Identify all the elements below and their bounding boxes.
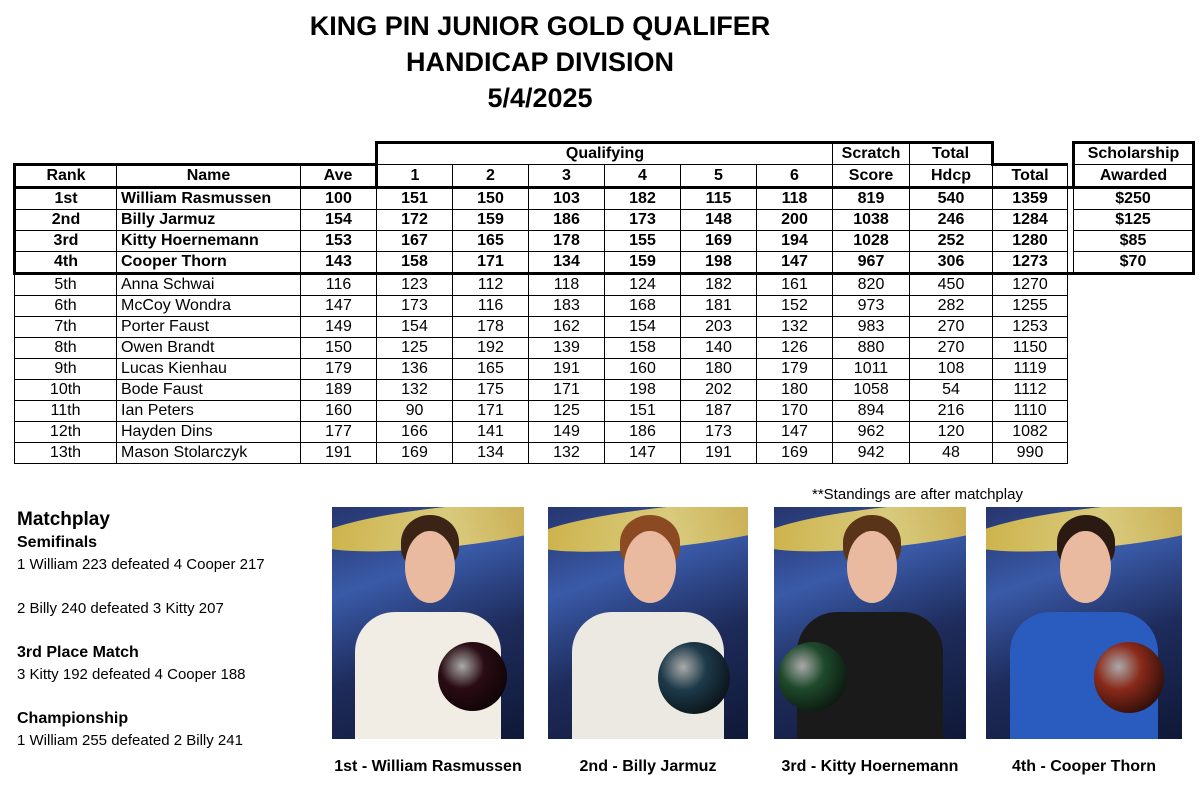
game-score-cell: 171 bbox=[453, 252, 529, 274]
game-score-cell: 165 bbox=[453, 231, 529, 252]
name-cell: Anna Schwai bbox=[117, 274, 301, 296]
total-cell: 1253 bbox=[993, 317, 1068, 338]
game-score-cell: 124 bbox=[605, 274, 681, 296]
table-row bbox=[15, 296, 1194, 317]
game-score-cell: 160 bbox=[605, 359, 681, 380]
game-score-cell: 147 bbox=[757, 252, 833, 274]
game-score-cell: 158 bbox=[377, 252, 453, 274]
game-score-cell: 183 bbox=[529, 296, 605, 317]
hdcp-cell: 54 bbox=[910, 380, 993, 401]
game-header: 1 bbox=[377, 165, 453, 188]
game-score-cell: 126 bbox=[757, 338, 833, 359]
game-score-cell: 181 bbox=[681, 296, 757, 317]
scratch-score-cell: 967 bbox=[833, 252, 910, 274]
game-score-cell: 147 bbox=[757, 422, 833, 443]
scholarship-cell: $125 bbox=[1074, 210, 1194, 231]
ave-cell: 154 bbox=[301, 210, 377, 231]
total-cell: 1255 bbox=[993, 296, 1068, 317]
ave-cell: 149 bbox=[301, 317, 377, 338]
total-cell: 1280 bbox=[993, 231, 1068, 252]
game-score-cell: 186 bbox=[529, 210, 605, 231]
game-score-cell: 187 bbox=[681, 401, 757, 422]
total-cell: 1273 bbox=[993, 252, 1068, 274]
name-cell: Hayden Dins bbox=[117, 422, 301, 443]
scratch-score-cell: 962 bbox=[833, 422, 910, 443]
scratch-score-cell: 1011 bbox=[833, 359, 910, 380]
ave-cell: 147 bbox=[301, 296, 377, 317]
game-score-cell: 154 bbox=[377, 317, 453, 338]
game-score-cell: 170 bbox=[757, 401, 833, 422]
hdcp-cell: 48 bbox=[910, 443, 993, 464]
rank-cell: 6th bbox=[15, 296, 117, 317]
game-score-cell: 182 bbox=[605, 188, 681, 210]
standings-table bbox=[13, 141, 1195, 464]
page-title: KING PIN JUNIOR GOLD QUALIFER bbox=[309, 11, 771, 41]
name-cell: Mason Stolarczyk bbox=[117, 443, 301, 464]
game-score-cell: 136 bbox=[377, 359, 453, 380]
name-cell: McCoy Wondra bbox=[117, 296, 301, 317]
rank-cell: 4th bbox=[15, 252, 117, 274]
ave-cell: 191 bbox=[301, 443, 377, 464]
game-score-cell: 166 bbox=[377, 422, 453, 443]
hdcp-cell: 108 bbox=[910, 359, 993, 380]
third-place-result: 3 Kitty 192 defeated 4 Cooper 188 bbox=[17, 666, 246, 683]
scholarship-header: Awarded bbox=[1074, 165, 1194, 188]
name-cell: Bode Faust bbox=[117, 380, 301, 401]
rank-cell: 2nd bbox=[15, 210, 117, 231]
photo-caption: 1st - William Rasmussen bbox=[334, 758, 522, 775]
name-cell: Billy Jarmuz bbox=[117, 210, 301, 231]
game-header: 5 bbox=[681, 165, 757, 188]
game-score-cell: 90 bbox=[377, 401, 453, 422]
game-score-cell: 175 bbox=[453, 380, 529, 401]
total-cell: 1359 bbox=[993, 188, 1068, 210]
game-score-cell: 192 bbox=[453, 338, 529, 359]
scratch-score-cell: 819 bbox=[833, 188, 910, 210]
game-score-cell: 134 bbox=[453, 443, 529, 464]
ave-cell: 143 bbox=[301, 252, 377, 274]
game-score-cell: 171 bbox=[529, 380, 605, 401]
name-cell: Lucas Kienhau bbox=[117, 359, 301, 380]
total-cell: 1112 bbox=[993, 380, 1068, 401]
game-score-cell: 202 bbox=[681, 380, 757, 401]
game-score-cell: 172 bbox=[377, 210, 453, 231]
game-score-cell: 151 bbox=[605, 401, 681, 422]
game-score-cell: 178 bbox=[529, 231, 605, 252]
game-score-cell: 179 bbox=[757, 359, 833, 380]
game-header: 6 bbox=[757, 165, 833, 188]
game-score-cell: 167 bbox=[377, 231, 453, 252]
game-score-cell: 125 bbox=[529, 401, 605, 422]
scratch-score-cell: 973 bbox=[833, 296, 910, 317]
ave-cell: 177 bbox=[301, 422, 377, 443]
game-score-cell: 198 bbox=[681, 252, 757, 274]
photo-caption: 4th - Cooper Thorn bbox=[1012, 758, 1156, 775]
game-score-cell: 203 bbox=[681, 317, 757, 338]
rank-cell: 13th bbox=[15, 443, 117, 464]
table-row bbox=[15, 231, 1194, 252]
ave-cell: 153 bbox=[301, 231, 377, 252]
hdcp-header-top: Total bbox=[910, 143, 993, 165]
hdcp-cell: 246 bbox=[910, 210, 993, 231]
semifinals-label: Semifinals bbox=[17, 534, 98, 551]
game-score-cell: 194 bbox=[757, 231, 833, 252]
game-score-cell: 165 bbox=[453, 359, 529, 380]
player-photo bbox=[986, 507, 1182, 739]
matchplay-title: Matchplay bbox=[17, 509, 110, 530]
table-row bbox=[15, 422, 1194, 443]
scratch-score-cell: 1028 bbox=[833, 231, 910, 252]
game-score-cell: 152 bbox=[757, 296, 833, 317]
game-score-cell: 154 bbox=[605, 317, 681, 338]
event-date: 5/4/2025 bbox=[487, 83, 593, 113]
game-score-cell: 173 bbox=[605, 210, 681, 231]
game-score-cell: 103 bbox=[529, 188, 605, 210]
total-cell: 1150 bbox=[993, 338, 1068, 359]
game-score-cell: 140 bbox=[681, 338, 757, 359]
game-score-cell: 118 bbox=[757, 188, 833, 210]
game-score-cell: 123 bbox=[377, 274, 453, 296]
player-photo bbox=[332, 507, 524, 739]
total-header: Total bbox=[993, 165, 1068, 188]
table-row bbox=[15, 401, 1194, 422]
game-score-cell: 155 bbox=[605, 231, 681, 252]
hdcp-cell: 270 bbox=[910, 317, 993, 338]
game-score-cell: 169 bbox=[377, 443, 453, 464]
bowling-ball-icon bbox=[438, 642, 507, 711]
bowling-ball-icon bbox=[1094, 642, 1165, 713]
qualifying-header: Qualifying bbox=[377, 143, 833, 165]
game-header: 4 bbox=[605, 165, 681, 188]
championship-label: Championship bbox=[17, 710, 129, 727]
game-score-cell: 200 bbox=[757, 210, 833, 231]
game-score-cell: 162 bbox=[529, 317, 605, 338]
ave-cell: 179 bbox=[301, 359, 377, 380]
hdcp-header: Hdcp bbox=[910, 165, 993, 188]
game-score-cell: 132 bbox=[377, 380, 453, 401]
bowling-ball-icon bbox=[778, 642, 847, 711]
hdcp-cell: 270 bbox=[910, 338, 993, 359]
scratch-header-top: Scratch bbox=[833, 143, 910, 165]
hdcp-cell: 282 bbox=[910, 296, 993, 317]
game-score-cell: 180 bbox=[757, 380, 833, 401]
scratch-score-cell: 942 bbox=[833, 443, 910, 464]
game-score-cell: 158 bbox=[605, 338, 681, 359]
table-row bbox=[15, 380, 1194, 401]
game-score-cell: 132 bbox=[529, 443, 605, 464]
rank-cell: 7th bbox=[15, 317, 117, 338]
rank-header: Rank bbox=[15, 165, 117, 188]
game-score-cell: 147 bbox=[605, 443, 681, 464]
ave-cell: 189 bbox=[301, 380, 377, 401]
table-row bbox=[15, 274, 1194, 296]
scratch-score-cell: 1058 bbox=[833, 380, 910, 401]
game-header: 3 bbox=[529, 165, 605, 188]
table-row bbox=[15, 252, 1194, 274]
total-cell: 1082 bbox=[993, 422, 1068, 443]
scratch-score-cell: 820 bbox=[833, 274, 910, 296]
semifinal-result: 1 William 223 defeated 4 Cooper 217 bbox=[17, 556, 265, 573]
scratch-score-cell: 880 bbox=[833, 338, 910, 359]
name-cell: Porter Faust bbox=[117, 317, 301, 338]
total-cell: 1119 bbox=[993, 359, 1068, 380]
ave-cell: 150 bbox=[301, 338, 377, 359]
game-score-cell: 159 bbox=[453, 210, 529, 231]
game-score-cell: 173 bbox=[377, 296, 453, 317]
header-row bbox=[15, 165, 1194, 188]
scholarship-cell: $85 bbox=[1074, 231, 1194, 252]
total-cell: 1284 bbox=[993, 210, 1068, 231]
game-score-cell: 139 bbox=[529, 338, 605, 359]
game-score-cell: 168 bbox=[605, 296, 681, 317]
table-row bbox=[15, 317, 1194, 338]
player-photo bbox=[774, 507, 966, 739]
hdcp-cell: 216 bbox=[910, 401, 993, 422]
title-block bbox=[240, 8, 840, 116]
name-cell: Ian Peters bbox=[117, 401, 301, 422]
header-row-top bbox=[15, 143, 1194, 165]
game-score-cell: 125 bbox=[377, 338, 453, 359]
name-cell: Owen Brandt bbox=[117, 338, 301, 359]
scratch-score-cell: 983 bbox=[833, 317, 910, 338]
hdcp-cell: 540 bbox=[910, 188, 993, 210]
player-photo bbox=[548, 507, 748, 739]
game-score-cell: 115 bbox=[681, 188, 757, 210]
scratch-header: Score bbox=[833, 165, 910, 188]
game-header: 2 bbox=[453, 165, 529, 188]
game-score-cell: 116 bbox=[453, 296, 529, 317]
game-score-cell: 198 bbox=[605, 380, 681, 401]
game-score-cell: 182 bbox=[681, 274, 757, 296]
rank-cell: 11th bbox=[15, 401, 117, 422]
game-score-cell: 151 bbox=[377, 188, 453, 210]
ave-cell: 100 bbox=[301, 188, 377, 210]
rank-cell: 12th bbox=[15, 422, 117, 443]
name-cell: Kitty Hoernemann bbox=[117, 231, 301, 252]
scratch-score-cell: 1038 bbox=[833, 210, 910, 231]
rank-cell: 8th bbox=[15, 338, 117, 359]
name-header: Name bbox=[117, 165, 301, 188]
championship-result: 1 William 255 defeated 2 Billy 241 bbox=[17, 732, 243, 749]
name-cell: William Rasmussen bbox=[117, 188, 301, 210]
game-score-cell: 149 bbox=[529, 422, 605, 443]
scratch-score-cell: 894 bbox=[833, 401, 910, 422]
ave-cell: 116 bbox=[301, 274, 377, 296]
table-row bbox=[15, 359, 1194, 380]
game-score-cell: 169 bbox=[757, 443, 833, 464]
photo-caption: 3rd - Kitty Hoernemann bbox=[781, 758, 959, 775]
hdcp-cell: 450 bbox=[910, 274, 993, 296]
game-score-cell: 112 bbox=[453, 274, 529, 296]
game-score-cell: 191 bbox=[529, 359, 605, 380]
table-row bbox=[15, 210, 1194, 231]
hdcp-cell: 120 bbox=[910, 422, 993, 443]
total-cell: 990 bbox=[993, 443, 1068, 464]
division-title: HANDICAP DIVISION bbox=[405, 47, 675, 77]
rank-cell: 3rd bbox=[15, 231, 117, 252]
game-score-cell: 134 bbox=[529, 252, 605, 274]
rank-cell: 10th bbox=[15, 380, 117, 401]
hdcp-cell: 252 bbox=[910, 231, 993, 252]
name-cell: Cooper Thorn bbox=[117, 252, 301, 274]
game-score-cell: 186 bbox=[605, 422, 681, 443]
photo-caption: 2nd - Billy Jarmuz bbox=[579, 758, 717, 775]
game-score-cell: 148 bbox=[681, 210, 757, 231]
ave-cell: 160 bbox=[301, 401, 377, 422]
game-score-cell: 161 bbox=[757, 274, 833, 296]
standings-footnote: **Standings are after matchplay bbox=[812, 486, 1023, 503]
rank-cell: 9th bbox=[15, 359, 117, 380]
hdcp-cell: 306 bbox=[910, 252, 993, 274]
rank-cell: 1st bbox=[15, 188, 117, 210]
total-cell: 1270 bbox=[993, 274, 1068, 296]
third-place-label: 3rd Place Match bbox=[17, 644, 139, 661]
game-score-cell: 159 bbox=[605, 252, 681, 274]
table-row bbox=[15, 188, 1194, 210]
game-score-cell: 132 bbox=[757, 317, 833, 338]
game-score-cell: 173 bbox=[681, 422, 757, 443]
ave-header: Ave bbox=[301, 165, 377, 188]
table-row bbox=[15, 338, 1194, 359]
game-score-cell: 171 bbox=[453, 401, 529, 422]
total-cell: 1110 bbox=[993, 401, 1068, 422]
scholarship-cell: $70 bbox=[1074, 252, 1194, 274]
game-score-cell: 180 bbox=[681, 359, 757, 380]
game-score-cell: 118 bbox=[529, 274, 605, 296]
semifinal-result: 2 Billy 240 defeated 3 Kitty 207 bbox=[17, 600, 224, 617]
game-score-cell: 191 bbox=[681, 443, 757, 464]
table-row bbox=[15, 443, 1194, 464]
bowling-ball-icon bbox=[658, 642, 730, 714]
game-score-cell: 141 bbox=[453, 422, 529, 443]
scholarship-cell: $250 bbox=[1074, 188, 1194, 210]
game-score-cell: 150 bbox=[453, 188, 529, 210]
matchplay-section bbox=[17, 508, 317, 752]
game-score-cell: 169 bbox=[681, 231, 757, 252]
game-score-cell: 178 bbox=[453, 317, 529, 338]
scholarship-header-top: Scholarship bbox=[1074, 143, 1194, 165]
rank-cell: 5th bbox=[15, 274, 117, 296]
